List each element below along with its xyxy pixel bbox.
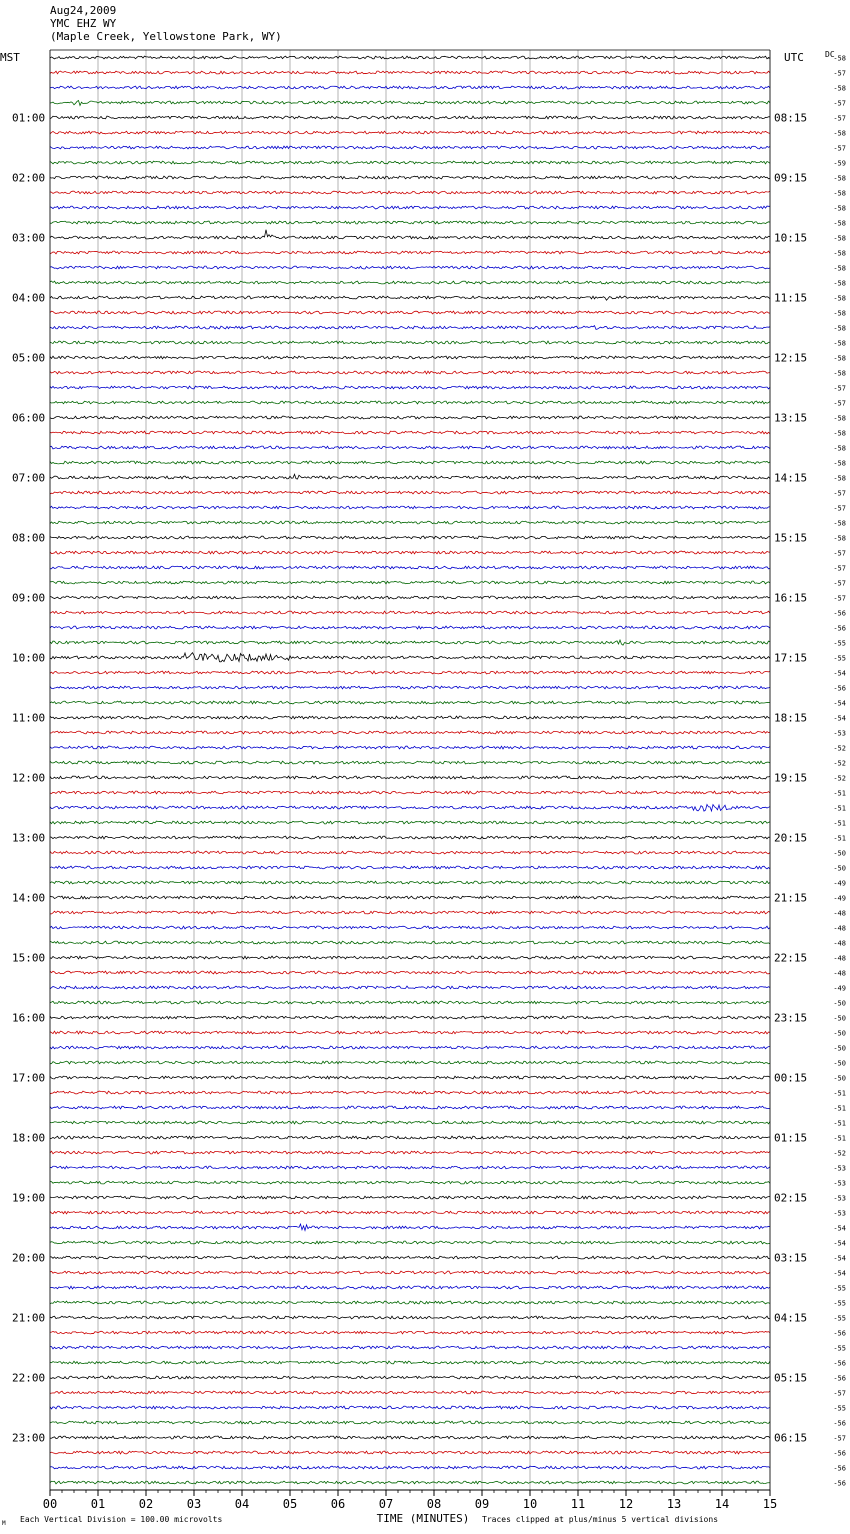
dc-offset-label: -58 xyxy=(833,249,846,258)
trace-line xyxy=(50,56,770,59)
dc-offset-label: -54 xyxy=(833,1269,846,1278)
dc-offset-label: -53 xyxy=(833,1194,846,1203)
right-hour-label: 09:15 xyxy=(774,171,808,185)
trace-line xyxy=(50,1061,770,1064)
plot-labels xyxy=(0,50,846,1527)
trace-line xyxy=(50,896,770,899)
trace-line xyxy=(50,1091,770,1094)
dc-offset-label: -49 xyxy=(833,894,846,903)
dc-offset-label: -57 xyxy=(833,384,846,393)
trace-line xyxy=(50,461,770,464)
station-name: YMC EHZ WY xyxy=(50,17,117,30)
trace-line xyxy=(50,100,770,105)
dc-offset-label: -55 xyxy=(833,1404,846,1413)
trace-line xyxy=(50,386,770,389)
trace-line xyxy=(50,1361,770,1364)
dc-offset-label: -57 xyxy=(833,1389,846,1398)
dc-offset-label: -52 xyxy=(833,774,846,783)
dc-offset-label: -58 xyxy=(833,459,846,468)
x-tick-label: 08 xyxy=(426,1497,442,1511)
dc-offset-label: -54 xyxy=(833,699,846,708)
dc-offset-label: -53 xyxy=(833,1209,846,1218)
dc-offset-label: -51 xyxy=(833,1119,846,1128)
right-hour-label: 08:15 xyxy=(774,111,808,125)
trace-line xyxy=(50,866,770,869)
trace-line xyxy=(50,341,770,344)
dc-offset-label: -50 xyxy=(833,1044,846,1053)
x-tick-label: 05 xyxy=(282,1497,298,1511)
x-tick-label: 10 xyxy=(522,1497,538,1511)
trace-line xyxy=(50,1271,770,1274)
dc-offset-label: -55 xyxy=(833,1314,846,1323)
dc-offset-label: -58 xyxy=(833,429,846,438)
trace-line xyxy=(50,881,770,884)
left-hour-label: 14:00 xyxy=(12,891,46,905)
dc-offset-label: -56 xyxy=(833,1374,846,1383)
trace-line xyxy=(50,731,770,734)
trace-line xyxy=(50,221,770,224)
dc-offset-label: -54 xyxy=(833,1254,846,1263)
left-hour-label: 16:00 xyxy=(12,1011,46,1025)
dc-offset-label: -58 xyxy=(833,294,846,303)
right-hour-label: 10:15 xyxy=(774,231,808,245)
trace-line xyxy=(50,1224,770,1230)
dc-offset-label: -52 xyxy=(833,744,846,753)
station-location: (Maple Creek, Yellowstone Park, WY) xyxy=(50,30,282,43)
dc-offset-label: -55 xyxy=(833,1344,846,1353)
dc-offset-label: -51 xyxy=(833,804,846,813)
dc-offset-label: -53 xyxy=(833,1164,846,1173)
dc-offset-label: -55 xyxy=(833,1284,846,1293)
dc-offset-label: -58 xyxy=(833,279,846,288)
trace-line xyxy=(50,761,770,764)
x-tick-label: 06 xyxy=(330,1497,346,1511)
trace-line xyxy=(50,296,770,300)
left-hour-label: 22:00 xyxy=(12,1371,46,1385)
plot-date: Aug24,2009 xyxy=(50,4,117,17)
dc-offset-label: -50 xyxy=(833,999,846,1008)
dc-offset-label: -50 xyxy=(833,1014,846,1023)
dc-offset-label: -58 xyxy=(833,129,846,138)
dc-label: DC xyxy=(825,50,835,59)
trace-line xyxy=(50,1436,770,1439)
dc-offset-label: -58 xyxy=(833,339,846,348)
x-tick-label: 12 xyxy=(618,1497,634,1511)
trace-line xyxy=(50,1001,770,1004)
dc-offset-label: -49 xyxy=(833,879,846,888)
dc-offset-label: -58 xyxy=(833,309,846,318)
trace-line xyxy=(50,971,770,974)
trace-line xyxy=(50,716,770,719)
trace-line xyxy=(50,956,770,959)
left-hour-label: 12:00 xyxy=(12,771,46,785)
trace-line xyxy=(50,1031,770,1034)
right-hour-label: 19:15 xyxy=(774,771,808,785)
dc-offset-label: -55 xyxy=(833,654,846,663)
trace-line xyxy=(50,776,770,779)
trace-line xyxy=(50,1136,770,1139)
x-tick-label: 02 xyxy=(138,1497,154,1511)
x-tick-label: 03 xyxy=(186,1497,202,1511)
trace-line xyxy=(50,926,770,929)
left-hour-label: 06:00 xyxy=(12,411,46,425)
trace-line xyxy=(50,491,770,494)
right-hour-label: 12:15 xyxy=(774,351,808,365)
right-hour-label: 02:15 xyxy=(774,1191,808,1205)
trace-line xyxy=(50,941,770,944)
dc-offset-label: -57 xyxy=(833,594,846,603)
trace-line xyxy=(50,506,770,509)
trace-line xyxy=(50,611,770,614)
dc-offset-label: -48 xyxy=(833,954,846,963)
corner-mark: M xyxy=(2,1520,6,1527)
left-hour-label: 05:00 xyxy=(12,351,46,365)
trace-line xyxy=(50,746,770,749)
x-tick-label: 00 xyxy=(42,1497,58,1511)
trace-line xyxy=(50,446,770,449)
dc-offset-label: -58 xyxy=(833,444,846,453)
dc-offset-label: -57 xyxy=(833,144,846,153)
trace-line xyxy=(50,1121,770,1124)
right-hour-label: 21:15 xyxy=(774,891,808,905)
dc-offset-label: -54 xyxy=(833,669,846,678)
left-hour-label: 21:00 xyxy=(12,1311,46,1325)
right-hour-label: 23:15 xyxy=(774,1011,808,1025)
trace-line xyxy=(50,371,770,374)
dc-offset-label: -50 xyxy=(833,1074,846,1083)
trace-line xyxy=(50,1151,770,1154)
dc-offset-label: -58 xyxy=(833,219,846,228)
trace-line xyxy=(50,71,770,74)
right-hour-label: 16:15 xyxy=(774,591,808,605)
left-hour-label: 09:00 xyxy=(12,591,46,605)
right-hour-label: 04:15 xyxy=(774,1311,808,1325)
dc-offset-label: -48 xyxy=(833,909,846,918)
left-hour-label: 19:00 xyxy=(12,1191,46,1205)
left-hour-label: 08:00 xyxy=(12,531,46,545)
trace-line xyxy=(50,1466,770,1469)
trace-line xyxy=(50,521,770,524)
dc-offset-label: -59 xyxy=(833,159,846,168)
trace-line xyxy=(50,686,770,689)
dc-offset-label: -50 xyxy=(833,1029,846,1038)
trace-line xyxy=(50,431,770,434)
trace-line xyxy=(50,1451,770,1454)
trace-line xyxy=(50,1316,770,1319)
trace-line xyxy=(50,326,770,330)
trace-line xyxy=(50,986,770,989)
right-hour-label: 01:15 xyxy=(774,1131,808,1145)
dc-offset-label: -51 xyxy=(833,834,846,843)
x-tick-label: 11 xyxy=(570,1497,586,1511)
dc-offset-label: -58 xyxy=(833,354,846,363)
trace-line xyxy=(50,86,770,89)
trace-line xyxy=(50,1076,770,1079)
trace-line xyxy=(50,1481,770,1484)
dc-offset-label: -58 xyxy=(833,414,846,423)
trace-line xyxy=(50,1346,770,1349)
right-hour-label: 15:15 xyxy=(774,531,808,545)
left-hour-label: 01:00 xyxy=(12,111,46,125)
trace-line xyxy=(50,161,770,164)
trace-line xyxy=(50,821,770,824)
trace-line xyxy=(50,791,770,794)
dc-offset-label: -51 xyxy=(833,1104,846,1113)
x-tick-label: 09 xyxy=(474,1497,490,1511)
x-tick-label: 07 xyxy=(378,1497,394,1511)
trace-line xyxy=(50,311,770,314)
trace-line xyxy=(50,1391,770,1394)
trace-line xyxy=(50,1256,770,1259)
dc-offset-label: -56 xyxy=(833,1419,846,1428)
trace-line xyxy=(50,116,770,119)
dc-offset-label: -51 xyxy=(833,1134,846,1143)
dc-offset-label: -56 xyxy=(833,1449,846,1458)
right-hour-label: 13:15 xyxy=(774,411,808,425)
dc-offset-label: -53 xyxy=(833,729,846,738)
trace-line xyxy=(50,356,770,359)
clip-note: Traces clipped at plus/minus 5 vertical divisions xyxy=(482,1515,719,1524)
trace-line xyxy=(50,1331,770,1334)
left-hour-label: 02:00 xyxy=(12,171,46,185)
left-hour-label: 17:00 xyxy=(12,1071,46,1085)
trace-line xyxy=(50,1286,770,1289)
dc-offset-label: -51 xyxy=(833,1089,846,1098)
dc-offset-label: -56 xyxy=(833,1359,846,1368)
dc-offset-label: -53 xyxy=(833,1179,846,1188)
left-hour-label: 15:00 xyxy=(12,951,46,965)
right-hour-label: 18:15 xyxy=(774,711,808,725)
right-hour-label: 00:15 xyxy=(774,1071,808,1085)
trace-line xyxy=(50,1181,770,1184)
seismic-traces xyxy=(50,56,770,1484)
dc-offset-label: -58 xyxy=(833,534,846,543)
right-hour-label: 22:15 xyxy=(774,951,808,965)
x-tick-label: 14 xyxy=(714,1497,730,1511)
trace-line xyxy=(50,581,770,584)
trace-line xyxy=(50,1421,770,1424)
trace-line xyxy=(50,1406,770,1409)
trace-line xyxy=(50,474,770,479)
trace-line xyxy=(50,596,770,599)
dc-offset-label: -51 xyxy=(833,789,846,798)
dc-offset-label: -57 xyxy=(833,114,846,123)
dc-offset-label: -56 xyxy=(833,624,846,633)
dc-offset-label: -58 xyxy=(833,369,846,378)
dc-offset-label: -58 xyxy=(833,204,846,213)
trace-line xyxy=(50,1166,770,1169)
trace-line xyxy=(50,131,770,134)
dc-offset-label: -58 xyxy=(833,189,846,198)
trace-line xyxy=(50,1106,770,1109)
dc-offset-label: -58 xyxy=(833,324,846,333)
dc-offset-label: -50 xyxy=(833,849,846,858)
dc-offset-label: -52 xyxy=(833,759,846,768)
dc-offset-label: -55 xyxy=(833,1299,846,1308)
trace-line xyxy=(50,804,770,811)
right-hour-label: 17:15 xyxy=(774,651,808,665)
dc-offset-label: -55 xyxy=(833,639,846,648)
dc-offset-label: -50 xyxy=(833,864,846,873)
scale-note: Each Vertical Division = 100.00 microvolts xyxy=(20,1515,223,1524)
trace-line xyxy=(50,401,770,404)
dc-offset-label: -57 xyxy=(833,69,846,78)
x-tick-label: 15 xyxy=(762,1497,778,1511)
trace-line xyxy=(50,251,770,254)
trace-line xyxy=(50,566,770,569)
left-hour-label: 11:00 xyxy=(12,711,46,725)
left-hour-label: 13:00 xyxy=(12,831,46,845)
dc-offset-label: -50 xyxy=(833,1059,846,1068)
right-hour-label: 11:15 xyxy=(774,291,808,305)
dc-offset-label: -58 xyxy=(833,234,846,243)
dc-offset-label: -48 xyxy=(833,924,846,933)
trace-line xyxy=(50,911,770,914)
dc-offset-label: -56 xyxy=(833,1329,846,1338)
x-axis-title: TIME (MINUTES) xyxy=(376,1512,470,1525)
dc-offset-label: -57 xyxy=(833,504,846,513)
dc-offset-label: -58 xyxy=(833,54,846,63)
dc-offset-label: -48 xyxy=(833,939,846,948)
x-tick-label: 13 xyxy=(666,1497,682,1511)
left-timezone-label: MST xyxy=(0,51,20,64)
trace-line xyxy=(50,1196,770,1199)
trace-line xyxy=(50,176,770,179)
right-hour-label: 03:15 xyxy=(774,1251,808,1265)
right-hour-label: 14:15 xyxy=(774,471,808,485)
trace-line xyxy=(50,1211,770,1214)
left-hour-label: 03:00 xyxy=(12,231,46,245)
trace-line xyxy=(50,551,770,554)
trace-line xyxy=(50,640,770,645)
dc-offset-label: -58 xyxy=(833,264,846,273)
x-tick-label: 04 xyxy=(234,1497,250,1511)
trace-line xyxy=(50,416,770,419)
trace-line xyxy=(50,146,770,149)
trace-line xyxy=(50,1376,770,1379)
dc-offset-label: -57 xyxy=(833,99,846,108)
dc-offset-label: -49 xyxy=(833,984,846,993)
left-hour-label: 20:00 xyxy=(12,1251,46,1265)
dc-offset-label: -58 xyxy=(833,474,846,483)
dc-offset-label: -51 xyxy=(833,819,846,828)
right-timezone-label: UTC xyxy=(784,51,804,64)
dc-offset-label: -58 xyxy=(833,519,846,528)
dc-offset-label: -57 xyxy=(833,1434,846,1443)
x-tick-label: 01 xyxy=(90,1497,106,1511)
dc-offset-label: -54 xyxy=(833,1239,846,1248)
right-hour-label: 20:15 xyxy=(774,831,808,845)
left-hour-label: 10:00 xyxy=(12,651,46,665)
trace-line xyxy=(50,191,770,194)
trace-line xyxy=(50,206,770,209)
dc-offset-label: -56 xyxy=(833,1464,846,1473)
dc-offset-label: -57 xyxy=(833,399,846,408)
trace-line xyxy=(50,1016,770,1019)
trace-line xyxy=(50,701,770,704)
trace-line xyxy=(50,1046,770,1049)
dc-offset-label: -54 xyxy=(833,1224,846,1233)
left-hour-label: 18:00 xyxy=(12,1131,46,1145)
trace-line xyxy=(50,836,770,839)
trace-line xyxy=(50,230,770,239)
dc-offset-label: -52 xyxy=(833,1149,846,1158)
trace-line xyxy=(50,266,770,269)
dc-offset-label: -48 xyxy=(833,969,846,978)
dc-offset-label: -54 xyxy=(833,714,846,723)
dc-offset-label: -57 xyxy=(833,564,846,573)
trace-line xyxy=(50,671,770,674)
dc-offset-label: -58 xyxy=(833,174,846,183)
dc-offset-label: -57 xyxy=(833,549,846,558)
left-hour-label: 07:00 xyxy=(12,471,46,485)
dc-offset-label: -57 xyxy=(833,489,846,498)
trace-line xyxy=(50,536,770,539)
left-hour-label: 23:00 xyxy=(12,1431,46,1445)
trace-line xyxy=(50,626,770,629)
left-hour-label: 04:00 xyxy=(12,291,46,305)
dc-offset-label: -57 xyxy=(833,579,846,588)
dc-offset-label: -58 xyxy=(833,84,846,93)
trace-line xyxy=(50,653,770,662)
trace-line xyxy=(50,851,770,854)
right-hour-label: 06:15 xyxy=(774,1431,808,1445)
trace-line xyxy=(50,1301,770,1304)
trace-line xyxy=(50,281,770,284)
trace-line xyxy=(50,1241,770,1244)
dc-offset-label: -56 xyxy=(833,609,846,618)
dc-offset-label: -56 xyxy=(833,1479,846,1488)
dc-offset-label: -56 xyxy=(833,684,846,693)
right-hour-label: 05:15 xyxy=(774,1371,808,1385)
